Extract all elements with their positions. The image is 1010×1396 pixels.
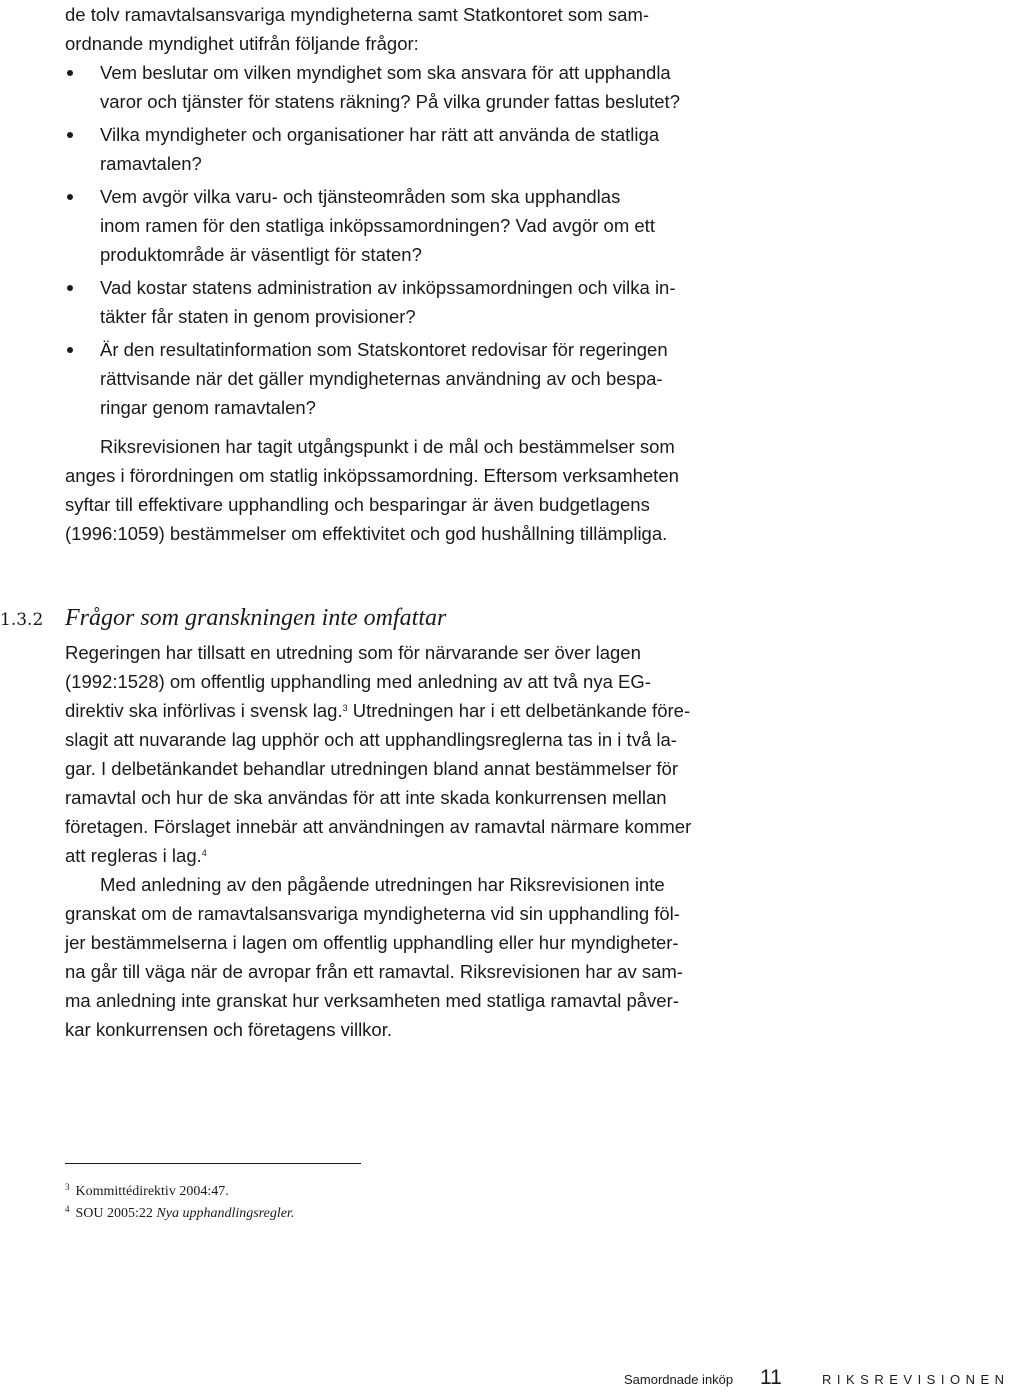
text-line: produktområde är väsentligt för staten? [100, 244, 422, 265]
list-item [65, 182, 755, 269]
text-line: gar. I delbetänkandet behandlar utredningen bland annat bestämmelser för [65, 758, 678, 779]
text-span: direktiv ska införlivas i svensk lag. [65, 700, 343, 721]
text-line: ma anledning inte granskat hur verksamheten med statliga ramavtal påver- [65, 990, 679, 1011]
text-line [65, 696, 755, 725]
exclusion-paragraph [65, 638, 755, 870]
text-line: na går till väga när de avropar från ett ramavtal. Riksrevisionen har av sam- [65, 961, 683, 982]
footnote-number: 3 [65, 1182, 70, 1192]
question-list [65, 58, 755, 426]
page-number: 11 [760, 1366, 782, 1389]
text-line [65, 841, 755, 870]
text-line: ordnande myndighet utifrån följande frågor: [65, 33, 419, 54]
rationale-paragraph [65, 870, 755, 1044]
text-span: att regleras i lag. [65, 845, 202, 866]
footnote-4 [65, 1200, 294, 1223]
text-line: rättvisande när det gäller myndigheternas användning av och bespa- [100, 368, 663, 389]
text-line: företagen. Förslaget innebär att användningen av ramavtal närmare kommer [65, 816, 692, 837]
list-item [65, 120, 755, 178]
footnote-ref[interactable]: 4 [201, 848, 207, 858]
text-line: Vad kostar statens administration av inköpssamordningen och vilka in- [100, 277, 676, 298]
text-line: kar konkurrensen och företagens villkor. [65, 1019, 393, 1040]
text-line: syftar till effektivare upphandling och besparingar är även budgetlagens [65, 494, 650, 515]
text-line: ramavtal och hur de ska användas för att inte skada konkurrensen mellan [65, 787, 667, 808]
section-title: Frågor som granskningen inte omfattar [65, 605, 447, 631]
text-line: granskat om de ramavtalsansvariga myndigheterna vid sin upphandling föl- [65, 903, 680, 924]
text-line: Vem beslutar om vilken myndighet som ska ansvara för att upphandla [100, 62, 671, 83]
text-line: jer bestämmelserna i lagen om offentlig upphandling eller hur myndigheter- [65, 932, 679, 953]
bullet-icon [67, 70, 73, 76]
text-line: Är den resultatinformation som Statskontoret redovisar för regeringen [100, 339, 668, 360]
page-footer [0, 1366, 1010, 1396]
text-line: Med anledning av den pågående utredningen har Riksrevisionen inte [100, 874, 665, 895]
intro-paragraph [65, 0, 745, 58]
text-line: de tolv ramavtalsansvariga myndigheterna samt Statkontoret som sam- [65, 4, 650, 25]
section-number: 1.3.2 [0, 610, 44, 630]
text-line: (1992:1528) om offentlig upphandling med anledning av att två nya EG- [65, 671, 651, 692]
text-line: ringar genom ramavtalen? [100, 397, 316, 418]
text-line: Riksrevisionen har tagit utgångspunkt i de mål och bestämmelser som [100, 436, 675, 457]
footnote-title: Nya upphandlingsregler. [156, 1206, 295, 1221]
text-line: ramavtalen? [100, 153, 202, 174]
bullet-icon [67, 194, 73, 200]
list-item [65, 58, 755, 116]
text-line: Vem avgör vilka varu- och tjänsteområden som ska upphandlas [100, 186, 621, 207]
footnote-text: Kommittédirektiv 2004:47. [75, 1184, 229, 1199]
bullet-icon [67, 347, 73, 353]
text-line: Vilka myndigheter och organisationer har rätt att använda de statliga [100, 124, 660, 145]
footnote-text: SOU 2005:22 [75, 1206, 157, 1221]
text-line: inom ramen för den statliga inköpssamordningen? Vad avgör om ett [100, 215, 655, 236]
footnote-ref[interactable]: 3 [342, 703, 348, 713]
footnote-3 [65, 1178, 229, 1201]
list-item [65, 335, 755, 422]
footnote-divider [65, 1163, 361, 1164]
text-line: slagit att nuvarande lag upphör och att upphandlingsreglerna tas in i två la- [65, 729, 677, 750]
bullet-icon [67, 132, 73, 138]
text-line: Regeringen har tillsatt en utredning som för närvarande ser över lagen [65, 642, 641, 663]
footer-document-title: Samordnade inköp [624, 1372, 734, 1387]
bullet-icon [67, 285, 73, 291]
text-line: varor och tjänster för statens räkning? På vilka grunder fattas beslutet? [100, 91, 680, 112]
text-line: anges i förordningen om statlig inköpssamordning. Eftersom verksamheten [65, 465, 679, 486]
text-span: Utredningen har i ett delbetänkande före- [347, 700, 691, 721]
text-line: (1996:1059) bestämmelser om effektivitet och god hushållning tillämpliga. [65, 523, 668, 544]
footer-brand: RIKSREVISIONEN [822, 1372, 1010, 1387]
scope-paragraph [65, 432, 755, 548]
section-heading [0, 602, 446, 636]
footnote-number: 4 [65, 1204, 70, 1214]
list-item [65, 273, 755, 331]
text-line: täkter får staten in genom provisioner? [100, 306, 416, 327]
